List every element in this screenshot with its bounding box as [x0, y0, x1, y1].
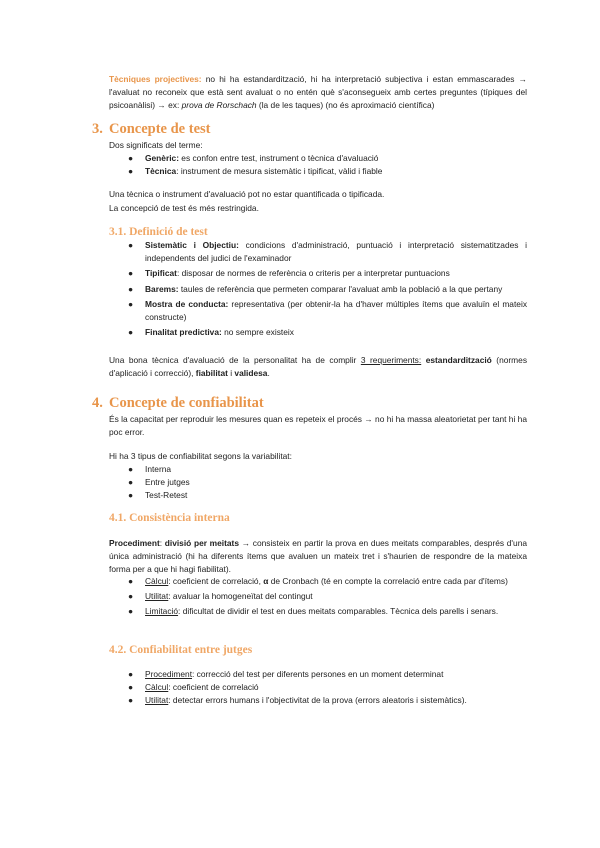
bullet-icon: ● [128, 153, 134, 163]
list-item: ● Utilitat: avaluar la homogeneïtat del contingut [127, 590, 527, 603]
bullet-icon: ● [128, 591, 134, 602]
section-3-para-2: La concepció de test és més restringida. [109, 203, 259, 213]
bullet-icon: ● [128, 477, 134, 488]
section-4-2-bullets [127, 668, 527, 708]
intro-paragraph: Tècniques projectives: no hi ha estandardització, hi ha interpretació subjectiva i estan emmascarades → l'avaluat no reconeix que està sent avaluat o no entén què s'aconsegueix amb certes preguntes (típiques del psicoanàlisi) → ex: prova de Rorschach (la de les taques) (no és aproximació científica) [109, 74, 527, 111]
bullet-icon: ● [128, 283, 134, 294]
procedure-paragraph: Procediment: divisió per meitats → consisteix en partir la prova en dues meitats comparables, després d'una única administració (hi ha diferents ítems que avaluen un mateix tret i s'haurien de respondre de la mateixa forma per a que hi hagi fiabilitat). [109, 538, 528, 575]
section-4-2-heading: 4.2. Confiabilitat entre jutges [109, 644, 253, 656]
list-item: ● Test-Retest [127, 489, 527, 502]
list-item: ● Interna [127, 463, 527, 476]
bullet-icon: ● [128, 490, 134, 501]
bullet-icon: ● [128, 240, 134, 250]
list-item: ● Limitació: dificultat de dividir el test en dues meitats comparables. Tècnica dels parells i senars. [127, 605, 527, 618]
section-3-1-bullets [127, 239, 527, 339]
bullet-icon: ● [128, 576, 134, 586]
list-item: ● Sistemàtic i Objectiu: condicions d'administració, puntuació i interpretació sistematitzades i independents del judici de l'examinador [128, 240, 527, 264]
section-4-heading: 4. Concepte de confiabilitat [92, 395, 264, 411]
section-3-1-heading: 3.1. Definició de test [109, 226, 208, 238]
list-item: ● Barems: taules de referència que permeten comparar l'avaluat amb la població a la que pertany [127, 283, 527, 296]
bullet-icon: ● [128, 682, 134, 693]
intro-label: Tècniques projectives: [109, 74, 202, 84]
section-3-heading: 3. Concepte de test [92, 121, 211, 137]
list-item: ● Càlcul: coeficient de correlació [127, 681, 527, 694]
list-item: ● Tècnica: instrument de mesura sistemàtic i tipificat, vàlid i fiable [127, 165, 527, 178]
bullet-icon: ● [128, 669, 134, 679]
list-item: ● Genèric: es confon entre test, instrument o tècnica d'avaluació [127, 152, 527, 165]
alpha-symbol: α [263, 576, 269, 586]
section-3-bullets [127, 152, 527, 178]
section-3-para-1: Una tècnica o instrument d'avaluació pot no estar quantificada o tipificada. [109, 189, 385, 199]
rorschach-example: prova de Rorschach [181, 100, 257, 111]
bullet-icon: ● [128, 166, 134, 177]
section-4-1-bullets [127, 575, 527, 619]
list-item: ● Tipificat: disposar de normes de referència o criteris per a interpretar puntuacions [127, 267, 527, 280]
list-item: ● Mostra de conducta: representativa (per obtenir-la ha d'haver múltiples ítems que avaluïn el mateix constructe) [128, 298, 528, 323]
bullet-icon: ● [128, 606, 134, 617]
section-4-lead: Hi ha 3 tipus de confiabilitat segons la variabilitat: [109, 451, 292, 461]
bullet-icon: ● [128, 327, 134, 338]
section-4-bullets [127, 463, 527, 503]
list-item: ● Finalitat predictiva: no sempre existeix [127, 326, 527, 339]
section-4-1-heading: 4.1. Consistència interna [109, 512, 230, 524]
requirements-paragraph: Una bona tècnica d'avaluació de la personalitat ha de complir 3 requeriments: estandardització (normes d'aplicació i correcció), fiabilitat i validesa. [109, 355, 528, 379]
list-item: ● Entre jutges [127, 476, 527, 489]
bullet-icon: ● [128, 695, 134, 706]
bullet-icon: ● [128, 268, 134, 279]
list-item: ● Càlcul: coeficient de correlació, α de Cronbach (té en compte la correlació entre cada par d'ítems) [127, 575, 527, 588]
section-4-para: És la capacitat per reproduir les mesures quan es repeteix el procés → no hi ha massa aleatorietat per tant hi ha poc error. [109, 414, 527, 438]
list-item: ● Procediment: correcció del test per diferents persones en un moment determinat [127, 668, 527, 681]
list-item: ● Utilitat: detectar errors humans i l'objectivitat de la prova (errors aleatoris i sistemàtics). [127, 694, 527, 707]
section-3-lead: Dos significats del terme: [109, 140, 203, 150]
bullet-icon: ● [128, 298, 134, 309]
bullet-icon: ● [128, 464, 134, 474]
